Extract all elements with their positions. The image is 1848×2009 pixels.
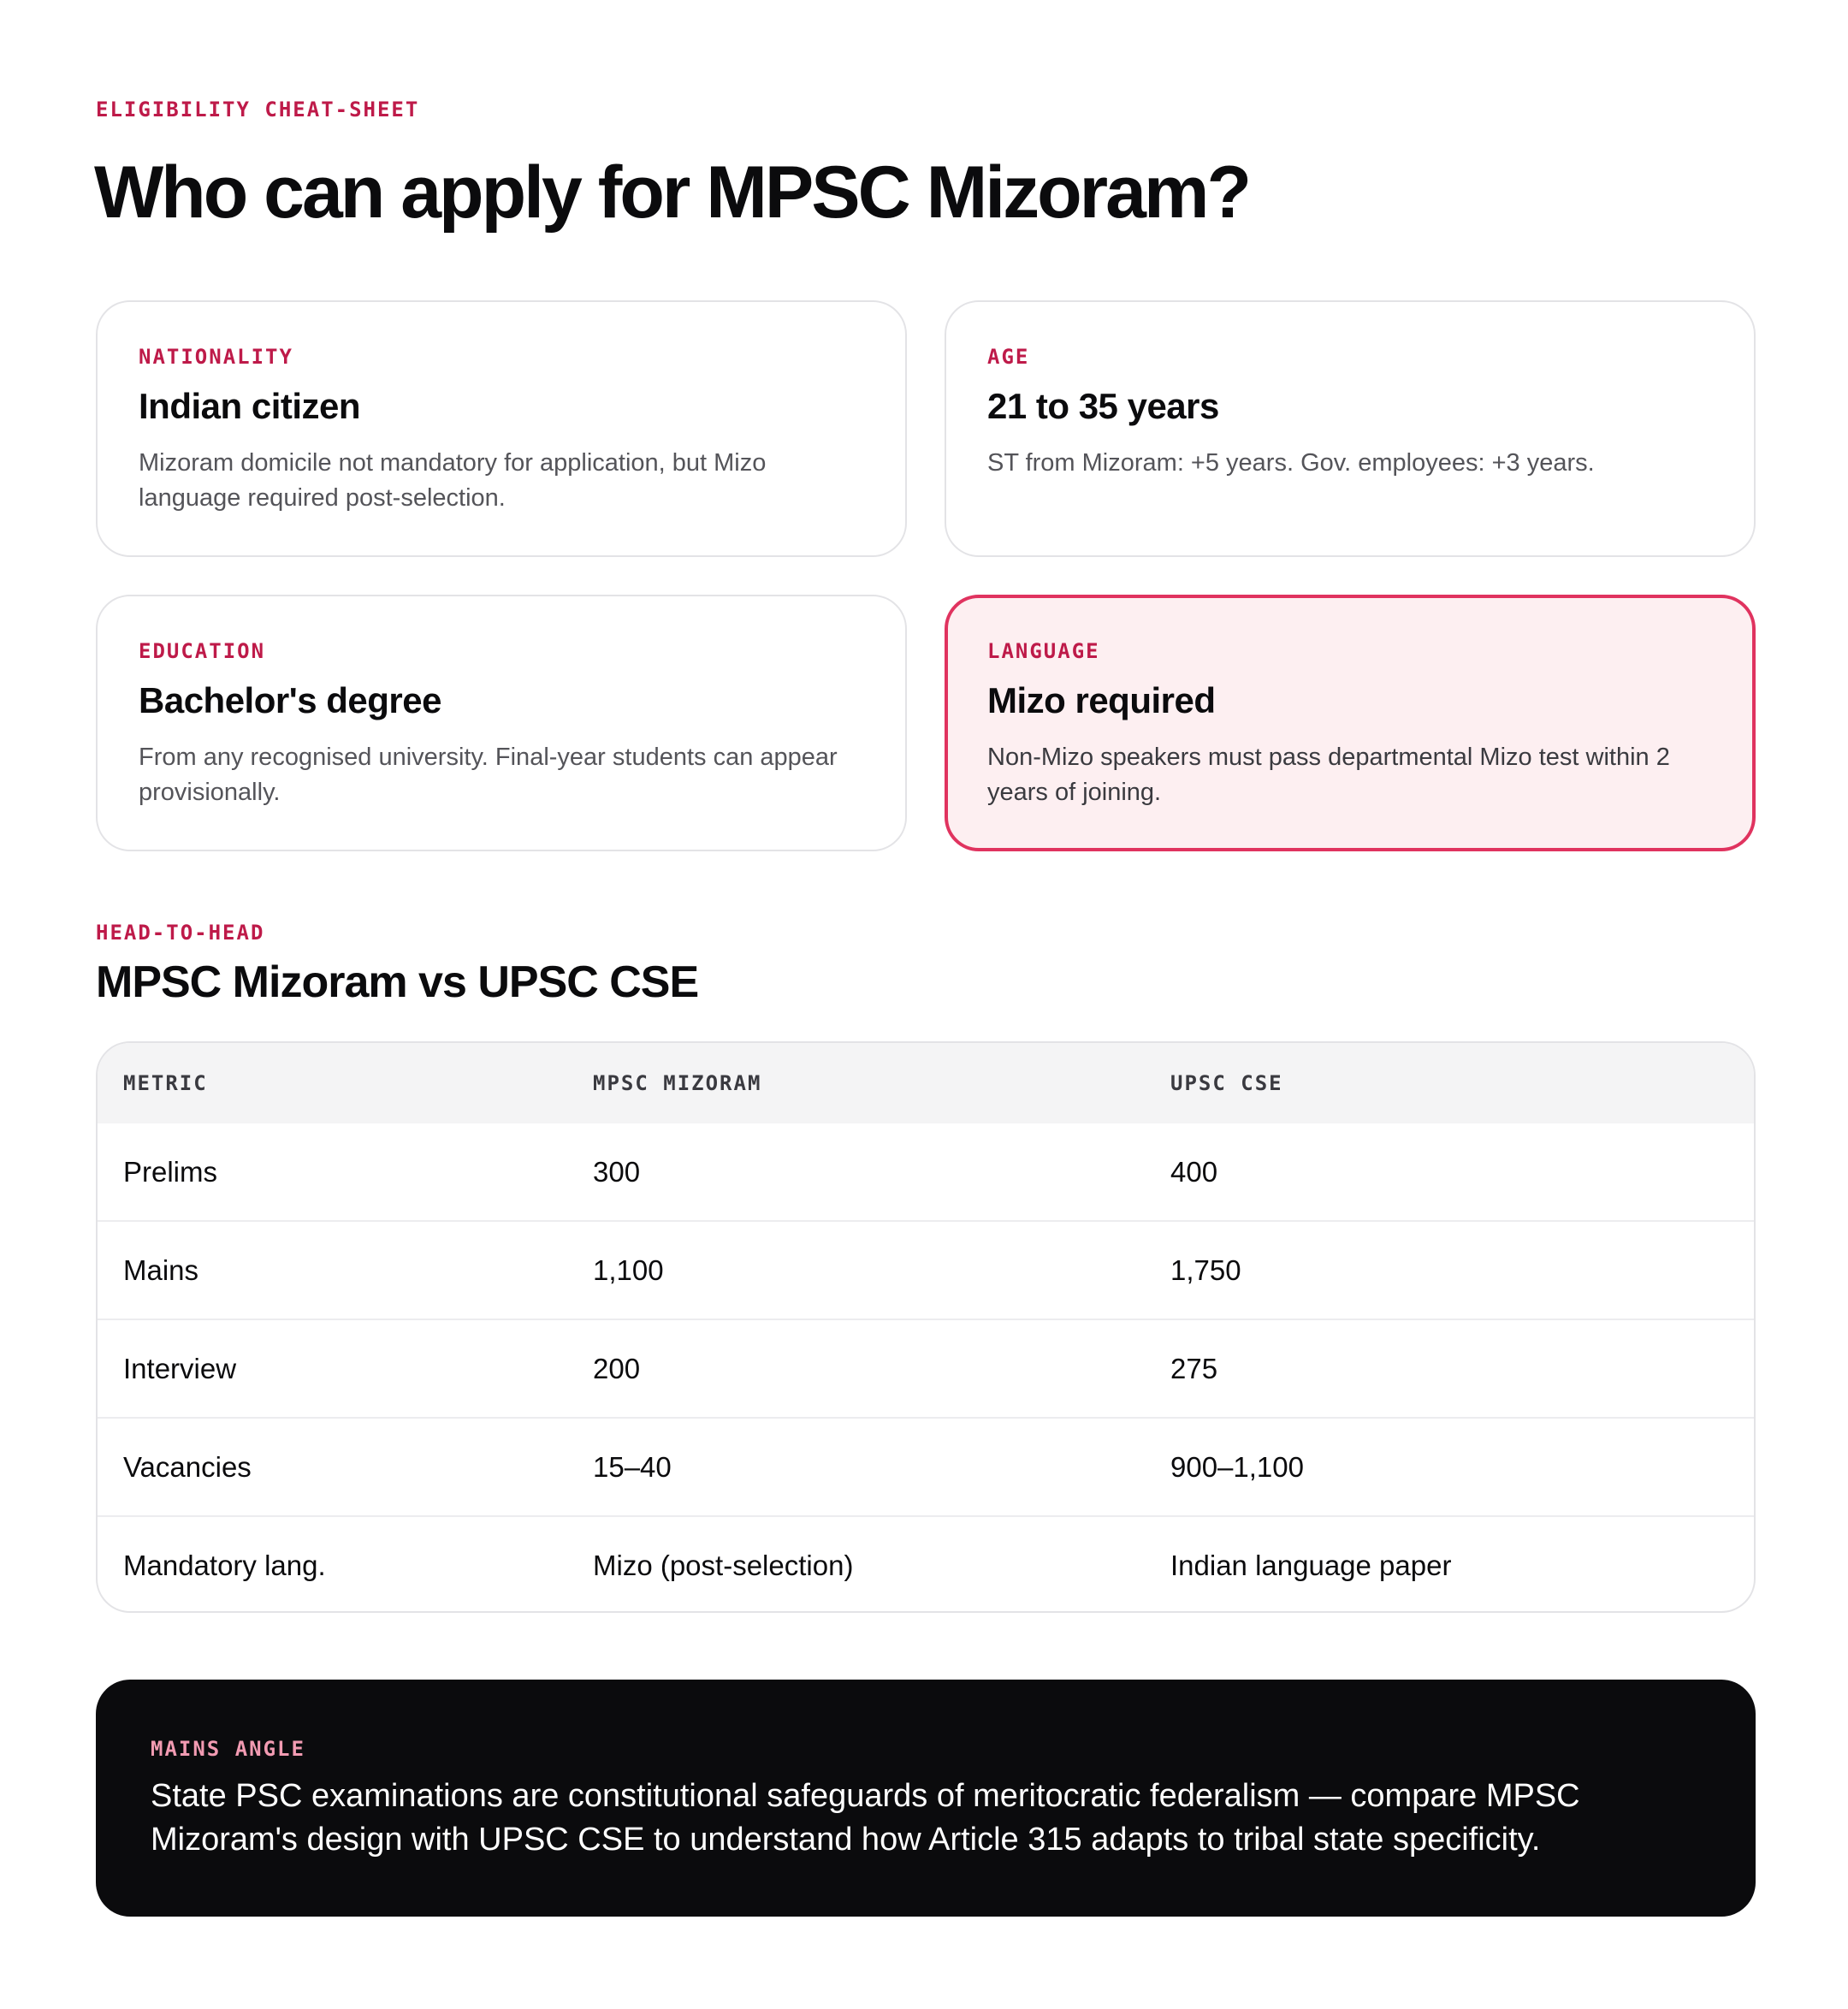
card-title: Bachelor's degree	[139, 680, 441, 720]
card-language	[945, 595, 1756, 851]
metric-cell: Interview	[98, 1319, 567, 1418]
eligibility-cards	[96, 300, 1756, 851]
table-row	[98, 1418, 1754, 1516]
mpsc-cell: 200	[567, 1319, 1145, 1418]
card-description: ST from Mizoram: +5 years. Gov. employees: +3 years.	[987, 449, 1595, 477]
card-nationality	[96, 300, 907, 557]
card-description: From any recognised university. Final-year students can appear provisionally.	[139, 744, 838, 806]
mpsc-cell: 300	[593, 1155, 641, 1188]
page-title: Who can apply for MPSC Mizoram?	[94, 151, 1249, 234]
card-title: Indian citizen	[139, 386, 361, 426]
comparison-eyebrow: HEAD-TO-HEAD	[96, 921, 265, 945]
table-row	[98, 1123, 1754, 1221]
metric-cell: Mains	[98, 1221, 567, 1319]
callout-label: MAINS ANGLE	[151, 1737, 305, 1761]
card-label: AGE	[987, 345, 1030, 369]
metric-cell: Mandatory lang.	[98, 1516, 567, 1613]
card-label: EDUCATION	[139, 639, 266, 663]
card-label: LANGUAGE	[987, 639, 1100, 663]
upsc-cell: Indian language paper	[1145, 1516, 1754, 1613]
metric-cell: Prelims	[123, 1155, 218, 1188]
section-eyebrow: ELIGIBILITY CHEAT-SHEET	[96, 98, 420, 121]
card-education	[96, 595, 907, 851]
table-header-row	[98, 1043, 1754, 1123]
card-description: Non-Mizo speakers must pass departmental Mizo test within 2 years of joining.	[987, 744, 1670, 806]
mpsc-cell: 1,100	[567, 1221, 1145, 1319]
callout-text: State PSC examinations are constitutional safeguards of meritocratic federalism — compare MPSC Mizoram's design with UPSC CSE to understand how Article 315 adapts to tribal state specificity.	[151, 1778, 1580, 1858]
mains-angle-callout	[96, 1680, 1756, 1917]
mpsc-cell: 15–40	[567, 1418, 1145, 1516]
card-age	[945, 300, 1756, 557]
column-header-metric: METRIC	[98, 1043, 567, 1123]
card-label: NATIONALITY	[139, 345, 293, 369]
column-header-mpsc: MPSC MIZORAM	[567, 1043, 1145, 1123]
upsc-cell: 400	[1170, 1155, 1218, 1188]
comparison-title: MPSC Mizoram vs UPSC CSE	[96, 957, 699, 1007]
comparison-table	[96, 1041, 1756, 1613]
table-row	[98, 1319, 1754, 1418]
upsc-cell: 275	[1145, 1319, 1754, 1418]
card-title: 21 to 35 years	[987, 386, 1219, 426]
metric-cell: Vacancies	[98, 1418, 567, 1516]
table-row	[98, 1516, 1754, 1613]
column-header-upsc: UPSC CSE	[1145, 1043, 1754, 1123]
upsc-cell: 900–1,100	[1145, 1418, 1754, 1516]
upsc-cell: 1,750	[1145, 1221, 1754, 1319]
card-description: Mizoram domicile not mandatory for application, but Mizo language required post-selection.	[139, 449, 767, 512]
card-title: Mizo required	[987, 680, 1216, 720]
mpsc-cell: Mizo (post-selection)	[567, 1516, 1145, 1613]
table-row	[98, 1221, 1754, 1319]
